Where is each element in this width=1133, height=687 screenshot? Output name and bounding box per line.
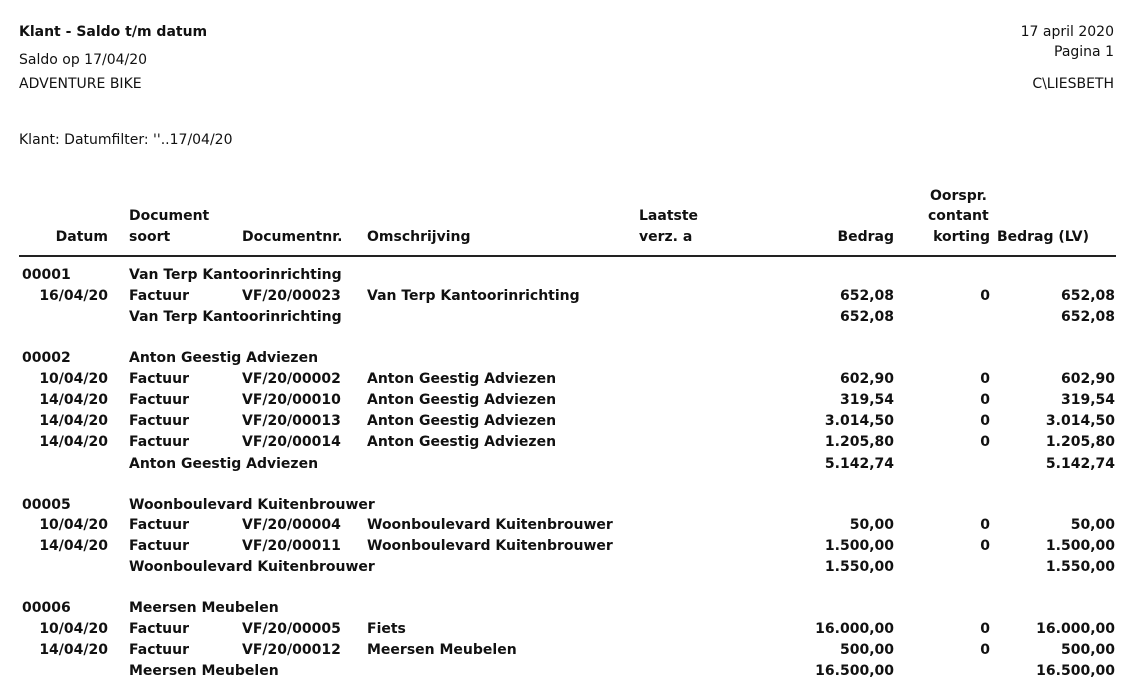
entry-amount: 50,00 <box>849 517 894 533</box>
entry-doc-number: VF/20/00014 <box>242 434 341 450</box>
entry-discount: 0 <box>980 434 990 450</box>
entry-amount-lv: 50,00 <box>1070 517 1115 533</box>
customer-header-row <box>0 350 1133 371</box>
entry-doc-type: Factuur <box>129 642 190 658</box>
entry-amount: 319,54 <box>839 392 894 408</box>
entry-date: 14/04/20 <box>39 392 108 408</box>
entry-doc-number: VF/20/00010 <box>242 392 341 408</box>
entry-date: 14/04/20 <box>39 538 108 554</box>
report-user: C\LIESBETH <box>1032 76 1114 92</box>
customer-header-row <box>0 267 1133 288</box>
report-title: Klant - Saldo t/m datum <box>19 24 208 40</box>
col-doc-soort-2: soort <box>129 229 171 245</box>
table-row <box>0 413 1133 434</box>
col-bedrag-lv: Bedrag (LV) <box>996 229 1089 245</box>
col-korting-3: korting <box>933 229 990 245</box>
entry-amount: 3.014,50 <box>824 413 894 429</box>
entry-description: Anton Geestig Adviezen <box>367 413 557 429</box>
total-amount: 5.142,74 <box>824 456 894 472</box>
entry-description: Anton Geestig Adviezen <box>367 434 557 450</box>
col-docnr: Documentnr. <box>242 229 343 245</box>
entry-discount: 0 <box>980 642 990 658</box>
table-row <box>0 621 1133 642</box>
total-name: Van Terp Kantoorinrichting <box>129 309 342 325</box>
entry-amount: 16.000,00 <box>815 621 894 637</box>
total-amount: 652,08 <box>839 309 894 325</box>
customer-header-row <box>0 600 1133 621</box>
table-row <box>0 517 1133 538</box>
total-amount-lv: 1.550,00 <box>1045 559 1115 575</box>
entry-doc-number: VF/20/00012 <box>242 642 341 658</box>
total-name: Woonboulevard Kuitenbrouwer <box>129 559 375 575</box>
entry-amount-lv: 652,08 <box>1060 288 1115 304</box>
entry-date: 10/04/20 <box>39 517 108 533</box>
entry-discount: 0 <box>980 538 990 554</box>
entry-doc-number: VF/20/00004 <box>242 517 341 533</box>
entry-discount: 0 <box>980 392 990 408</box>
entry-date: 14/04/20 <box>39 434 108 450</box>
filter-text: Klant: Datumfilter: ''..17/04/20 <box>19 132 233 148</box>
table-row <box>0 538 1133 559</box>
entry-doc-type: Factuur <box>129 371 190 387</box>
customer-name: Meersen Meubelen <box>129 600 279 616</box>
total-amount-lv: 652,08 <box>1060 309 1115 325</box>
entry-amount: 1.205,80 <box>824 434 894 450</box>
entry-doc-type: Factuur <box>129 413 190 429</box>
entry-description: Anton Geestig Adviezen <box>367 371 557 387</box>
entry-amount: 652,08 <box>839 288 894 304</box>
report-subtitle: Saldo op 17/04/20 <box>19 52 148 68</box>
customer-name: Anton Geestig Adviezen <box>129 350 319 366</box>
entry-date: 10/04/20 <box>39 621 108 637</box>
customer-number: 00006 <box>22 600 71 616</box>
entry-discount: 0 <box>980 413 990 429</box>
entry-doc-type: Factuur <box>129 538 190 554</box>
col-korting-2: contant <box>928 208 989 224</box>
total-amount-lv: 5.142,74 <box>1045 456 1115 472</box>
entry-doc-type: Factuur <box>129 517 190 533</box>
col-datum: Datum <box>55 229 108 245</box>
entry-description: Fiets <box>367 621 406 637</box>
entry-amount-lv: 1.205,80 <box>1045 434 1115 450</box>
entry-doc-type: Factuur <box>129 288 190 304</box>
customer-total-row <box>0 559 1133 580</box>
entry-amount-lv: 1.500,00 <box>1045 538 1115 554</box>
entry-date: 14/04/20 <box>39 413 108 429</box>
entry-amount: 602,90 <box>839 371 894 387</box>
company-name: ADVENTURE BIKE <box>19 76 142 92</box>
col-omschrijving: Omschrijving <box>367 229 471 245</box>
total-name: Anton Geestig Adviezen <box>129 456 319 472</box>
entry-amount: 500,00 <box>839 642 894 658</box>
entry-doc-number: VF/20/00011 <box>242 538 341 554</box>
entry-amount: 1.500,00 <box>824 538 894 554</box>
table-row <box>0 392 1133 413</box>
customer-number: 00001 <box>22 267 71 283</box>
col-laatste-2: verz. a <box>639 229 693 245</box>
entry-discount: 0 <box>980 371 990 387</box>
col-korting-1: Oorspr. <box>930 188 988 204</box>
entry-description: Meersen Meubelen <box>367 642 517 658</box>
entry-doc-type: Factuur <box>129 621 190 637</box>
report-date: 17 april 2020 <box>1020 24 1114 40</box>
customer-number: 00002 <box>22 350 71 366</box>
col-laatste-1: Laatste <box>639 208 699 224</box>
page-number: Pagina 1 <box>1054 44 1114 60</box>
customer-name: Woonboulevard Kuitenbrouwer <box>129 497 375 513</box>
col-bedrag: Bedrag <box>837 229 894 245</box>
entry-amount-lv: 319,54 <box>1060 392 1115 408</box>
entry-doc-number: VF/20/00002 <box>242 371 341 387</box>
customer-number: 00005 <box>22 497 71 513</box>
table-row <box>0 288 1133 309</box>
entry-date: 14/04/20 <box>39 642 108 658</box>
entry-discount: 0 <box>980 288 990 304</box>
col-doc-soort-1: Document <box>129 208 210 224</box>
table-row <box>0 642 1133 663</box>
entry-description: Van Terp Kantoorinrichting <box>367 288 580 304</box>
customer-name: Van Terp Kantoorinrichting <box>129 267 342 283</box>
entry-discount: 0 <box>980 517 990 533</box>
entry-amount-lv: 500,00 <box>1060 642 1115 658</box>
entry-description: Woonboulevard Kuitenbrouwer <box>367 517 613 533</box>
entry-date: 16/04/20 <box>39 288 108 304</box>
customer-total-row <box>0 309 1133 330</box>
table-row <box>0 434 1133 455</box>
entry-doc-number: VF/20/00005 <box>242 621 341 637</box>
customer-total-row <box>0 663 1133 684</box>
entry-discount: 0 <box>980 621 990 637</box>
entry-doc-type: Factuur <box>129 392 190 408</box>
entry-amount-lv: 16.000,00 <box>1036 621 1115 637</box>
entry-amount-lv: 602,90 <box>1060 371 1115 387</box>
entry-description: Anton Geestig Adviezen <box>367 392 557 408</box>
total-amount-lv: 16.500,00 <box>1036 663 1115 679</box>
entry-doc-number: VF/20/00023 <box>242 288 341 304</box>
entry-doc-number: VF/20/00013 <box>242 413 341 429</box>
entry-date: 10/04/20 <box>39 371 108 387</box>
entry-amount-lv: 3.014,50 <box>1045 413 1115 429</box>
customer-header-row <box>0 497 1133 518</box>
header-rule <box>19 255 1116 257</box>
entry-description: Woonboulevard Kuitenbrouwer <box>367 538 613 554</box>
customer-total-row <box>0 456 1133 477</box>
entry-doc-type: Factuur <box>129 434 190 450</box>
total-amount: 16.500,00 <box>815 663 894 679</box>
total-name: Meersen Meubelen <box>129 663 279 679</box>
total-amount: 1.550,00 <box>824 559 894 575</box>
table-row <box>0 371 1133 392</box>
